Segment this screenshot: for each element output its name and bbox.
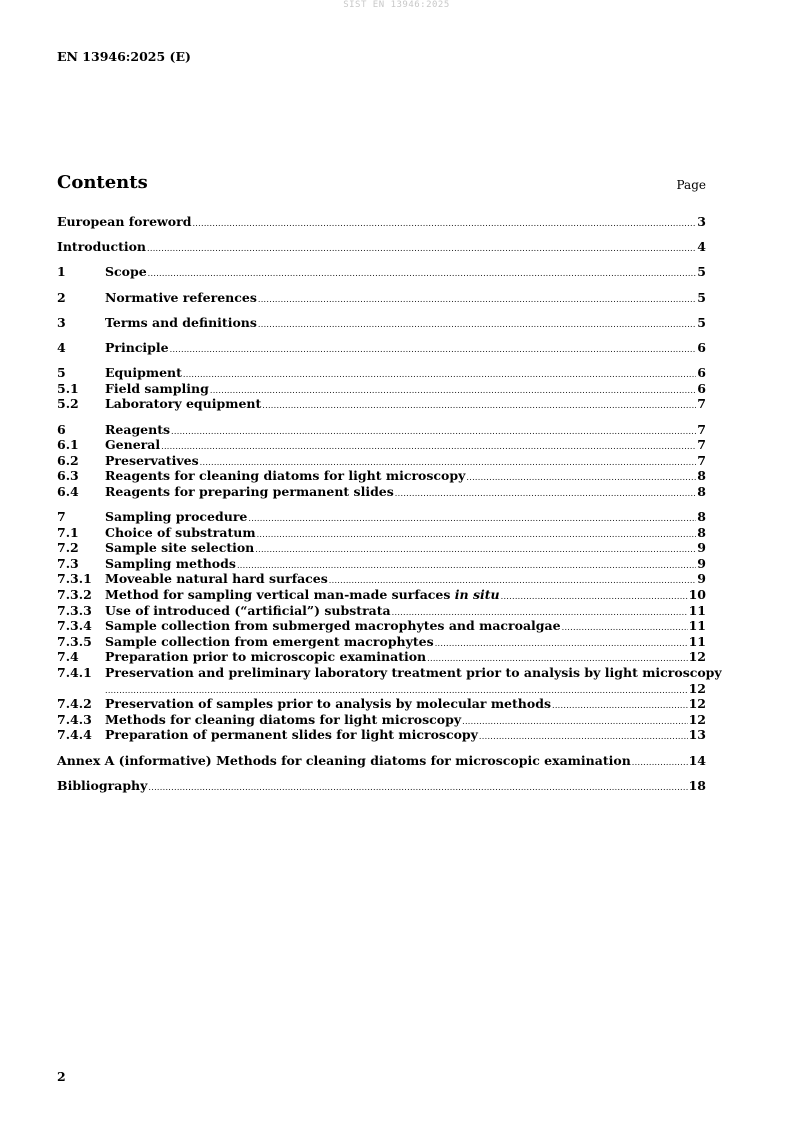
toc-title: Preservation and preliminary laboratory treatment prior to analysis by light microscopy	[105, 665, 722, 680]
toc-number: 7.3.2	[57, 587, 92, 603]
toc-number: 7.3.5	[57, 633, 92, 649]
toc-title: Scope	[105, 264, 147, 280]
toc-number: 6.3	[57, 468, 79, 484]
toc-entry-6-4[interactable]	[57, 484, 706, 500]
toc-leader	[466, 470, 696, 486]
toc-title: Terms and definitions	[105, 314, 257, 330]
toc-entry-7-3-4[interactable]	[57, 618, 706, 634]
toc-entry-annex-a[interactable]	[57, 753, 706, 769]
toc-leader	[255, 542, 696, 558]
toc-number: 5	[57, 365, 66, 381]
toc-number: 7.1	[57, 524, 79, 540]
toc-page: 9	[697, 571, 706, 587]
toc-entry-2[interactable]	[57, 290, 706, 306]
toc-entry-7-3-2[interactable]	[57, 587, 706, 603]
toc-title: Normative references	[105, 289, 257, 305]
toc-number: 5.2	[57, 396, 79, 412]
toc-page: 3	[697, 214, 706, 229]
toc-leader	[552, 698, 688, 714]
toc-number: 6	[57, 421, 66, 437]
toc-title: General	[105, 437, 161, 453]
toc-page: 11	[688, 633, 706, 649]
watermark: SIST EN 13946:2025	[343, 0, 450, 10]
toc-entry-7-4-4[interactable]	[57, 727, 706, 743]
toc-page: 10	[688, 587, 706, 603]
toc-leader	[171, 424, 696, 440]
toc-title: Use of introduced (“artificial”) substrata	[105, 602, 391, 618]
toc-title: European foreword	[57, 214, 192, 229]
toc-entry-7-4-1[interactable]	[57, 665, 722, 681]
toc-number: 7.4	[57, 649, 79, 665]
toc-page: 7	[697, 452, 706, 468]
toc-title	[105, 587, 500, 603]
toc-title: Methods for cleaning diatoms for light microscopy	[105, 711, 462, 727]
toc-page: 9	[697, 555, 706, 571]
toc-title: Sampling procedure	[105, 509, 248, 525]
toc-entry-3[interactable]	[57, 315, 706, 331]
toc-page: 12	[688, 711, 706, 727]
toc-title: Laboratory equipment	[105, 396, 262, 412]
toc-title: Equipment	[105, 365, 182, 381]
toc-title: Moveable natural hard surfaces	[105, 571, 328, 587]
toc-page: 5	[697, 314, 706, 330]
toc-page: 18	[688, 777, 706, 793]
toc-page: 6	[697, 380, 706, 396]
page-number: 2	[57, 1069, 66, 1084]
toc-entry-5[interactable]	[57, 365, 706, 381]
toc-number: 2	[57, 289, 66, 305]
toc-title: Preparation of permanent slides for light microscopy	[105, 727, 478, 743]
toc-leader	[147, 241, 696, 257]
toc-title: Sample collection from submerged macrophytes and macroalgae	[105, 618, 561, 634]
toc-leader	[161, 439, 696, 455]
toc-leader	[258, 292, 696, 308]
toc-entry-7-2[interactable]	[57, 540, 706, 556]
toc-entry-7[interactable]	[57, 509, 706, 525]
toc-number: 7.4.2	[57, 696, 92, 712]
toc-entry-6-3[interactable]	[57, 468, 706, 484]
toc-entry-7-4-2[interactable]	[57, 696, 706, 712]
toc-entry-bibliography[interactable]	[57, 778, 706, 794]
toc-title: Introduction	[57, 239, 147, 255]
toc-title: Principle	[105, 339, 169, 355]
toc-page: 9	[697, 540, 706, 556]
toc-title: Preservation of samples prior to analysis by molecular methods	[105, 696, 551, 712]
toc-entry-1[interactable]	[57, 264, 706, 280]
toc-entry-7-3-3[interactable]	[57, 603, 706, 619]
toc-page: 7	[697, 421, 706, 437]
toc-entry-6-2[interactable]	[57, 453, 706, 469]
toc-entry-7-3-5[interactable]	[57, 634, 706, 650]
toc-leader	[501, 589, 688, 605]
toc-entry-7-4[interactable]	[57, 649, 706, 665]
toc-entry-7-4-3[interactable]	[57, 712, 706, 728]
toc-title: Preservatives	[105, 452, 199, 468]
toc-number: 7	[57, 509, 66, 525]
toc-title-italic: in situ	[454, 587, 500, 603]
toc-number: 7.4.3	[57, 711, 92, 727]
toc-entry-5-1[interactable]	[57, 381, 706, 397]
toc-entry-7-3-1[interactable]	[57, 571, 706, 587]
toc-page: 14	[688, 752, 706, 768]
toc-leader	[632, 755, 688, 771]
toc-title-text: Method for sampling vertical man-made surfaces	[105, 587, 455, 603]
toc-leader	[257, 527, 697, 543]
toc-number: 1	[57, 264, 66, 280]
toc-leader	[210, 383, 696, 399]
toc-number: 7.4.4	[57, 727, 92, 743]
toc-leader	[395, 486, 697, 502]
toc-title: Sample site selection	[105, 540, 255, 556]
toc-page: 5	[697, 289, 706, 305]
toc-title: Bibliography	[57, 777, 148, 793]
toc-number: 7.3.4	[57, 618, 92, 634]
toc-title: Annex A (informative) Methods for cleaning diatoms for microscopic examination	[57, 752, 631, 768]
toc-page: 8	[697, 509, 706, 525]
toc-page: 4	[697, 239, 706, 255]
toc-leader	[248, 511, 696, 527]
toc-title: Reagents	[105, 421, 171, 437]
toc-page: 8	[697, 483, 706, 499]
toc-number: 6.1	[57, 437, 79, 453]
toc-page: 7	[697, 396, 706, 412]
toc-entry-5-2[interactable]	[57, 396, 706, 412]
toc-leader	[192, 216, 696, 232]
toc-entry-7-3[interactable]	[57, 556, 706, 572]
toc-title: Field sampling	[105, 380, 209, 396]
toc-page: 6	[697, 339, 706, 355]
toc-number: 7.4.1	[57, 665, 92, 680]
toc-entry-7-4-1-continuation[interactable]	[57, 681, 706, 697]
toc-page: 13	[688, 727, 706, 743]
toc-number: 5.1	[57, 380, 79, 396]
toc-leader	[148, 266, 697, 282]
contents-heading: Contents	[57, 172, 148, 193]
toc-leader	[183, 367, 696, 383]
toc-number: 7.3	[57, 555, 79, 571]
toc-entry-6-1[interactable]	[57, 437, 706, 453]
toc-entry-introduction[interactable]	[57, 239, 706, 255]
toc-page: 8	[697, 468, 706, 484]
toc-leader	[562, 620, 688, 636]
toc-leader	[479, 729, 688, 745]
toc-page: 12	[688, 680, 706, 696]
toc-entry-4[interactable]	[57, 340, 706, 356]
toc-page: 6	[697, 365, 706, 381]
toc-number: 6.2	[57, 452, 79, 468]
toc-page: 5	[697, 264, 706, 280]
toc-page: 11	[688, 618, 706, 634]
toc-title: Sample collection from emergent macrophytes	[105, 633, 434, 649]
toc-entry-7-1[interactable]	[57, 525, 706, 541]
table-of-contents	[57, 214, 722, 793]
toc-page: 12	[688, 696, 706, 712]
toc-entry-foreword[interactable]	[57, 214, 706, 230]
document-id: EN 13946:2025 (E)	[57, 49, 191, 64]
toc-page: 12	[688, 649, 706, 665]
toc-number: 4	[57, 339, 66, 355]
toc-number: 3	[57, 314, 66, 330]
toc-number: 7.2	[57, 540, 79, 556]
toc-page: 7	[697, 437, 706, 453]
toc-title: Sampling methods	[105, 555, 236, 571]
toc-page: 8	[697, 524, 706, 540]
toc-number: 6.4	[57, 483, 79, 499]
toc-number: 7.3.3	[57, 602, 92, 618]
page-column-label: Page	[676, 178, 706, 192]
toc-leader	[435, 636, 688, 652]
toc-leader	[170, 342, 697, 358]
toc-leader	[148, 780, 687, 796]
toc-leader	[258, 317, 696, 333]
toc-entry-6[interactable]	[57, 422, 706, 438]
toc-title: Reagents for preparing permanent slides	[105, 483, 394, 499]
toc-leader	[262, 398, 696, 414]
toc-number: 7.3.1	[57, 571, 92, 587]
toc-title: Choice of substratum	[105, 524, 256, 540]
toc-title: Reagents for cleaning diatoms for light microscopy	[105, 468, 466, 484]
toc-page: 11	[688, 602, 706, 618]
toc-leader	[462, 714, 687, 730]
toc-title: Preparation prior to microscopic examination	[105, 649, 427, 665]
